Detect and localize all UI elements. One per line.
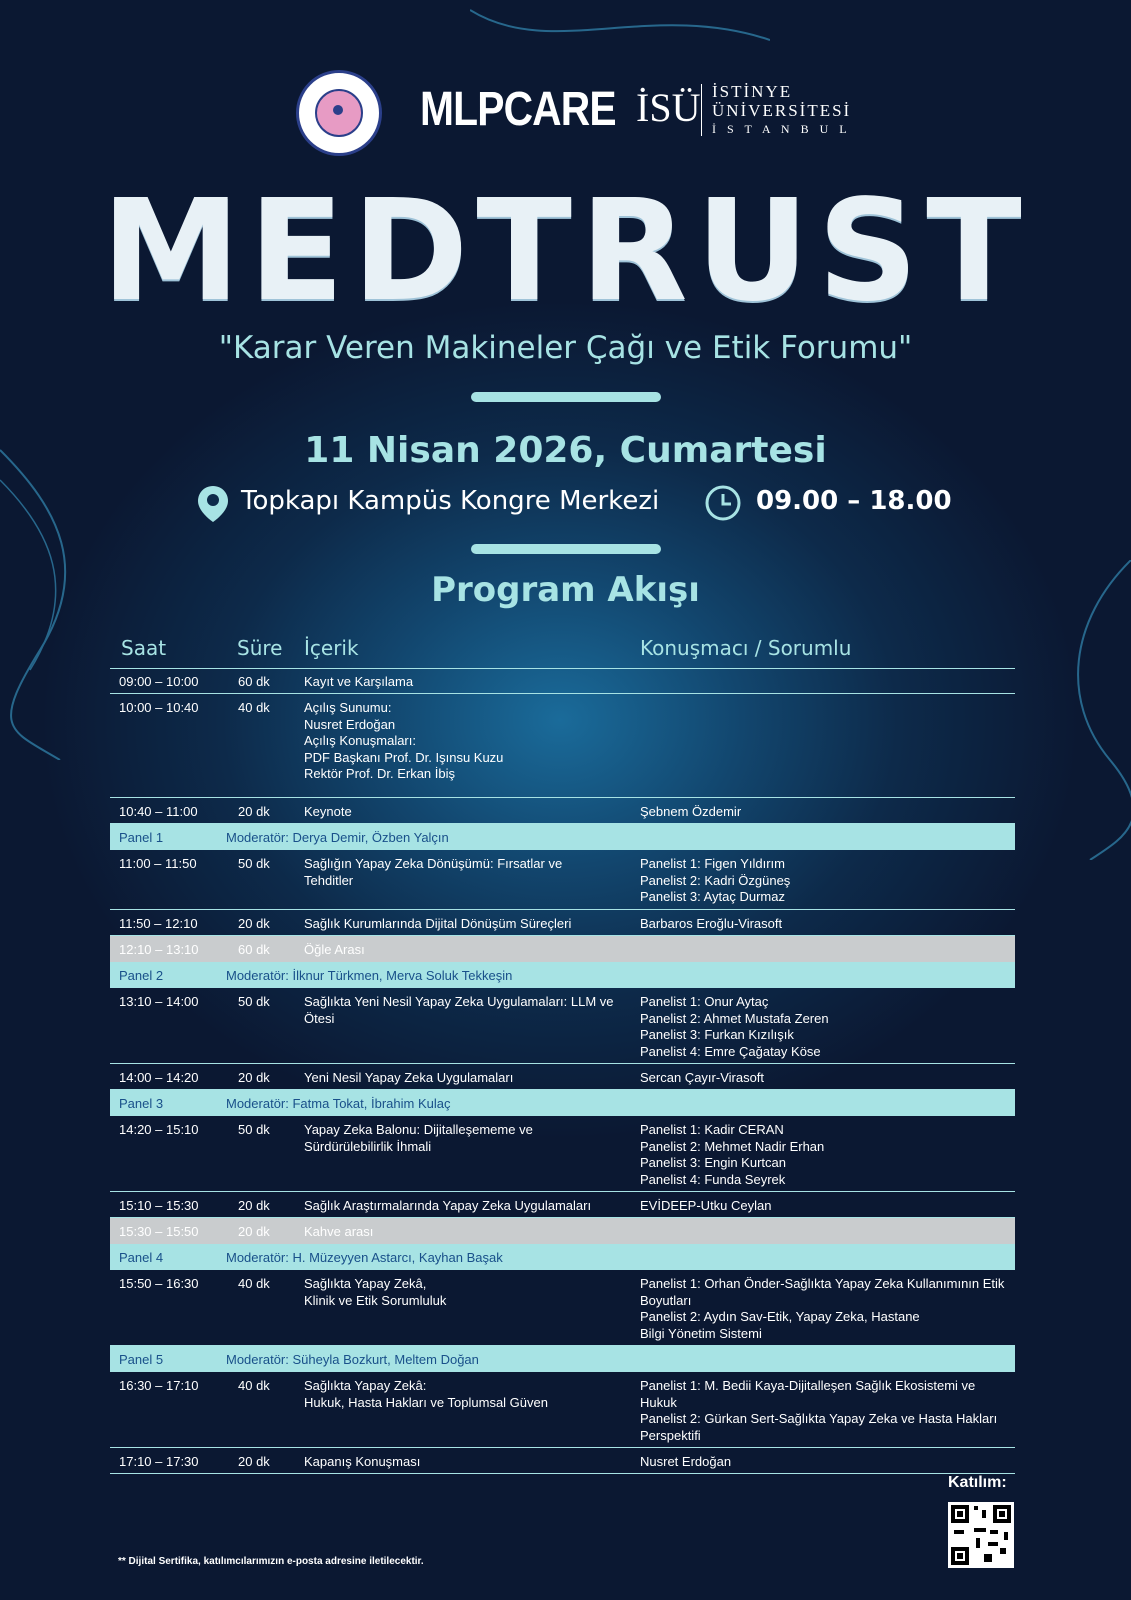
row-content: Sağlık Kurumlarında Dijital Dönüşüm Süreçleri [304, 916, 572, 931]
event-date: 11 Nisan 2026, Cumartesi [304, 430, 827, 471]
panel-row [110, 1346, 1015, 1372]
panel-moderator: Moderatör: Süheyla Bozkurt, Meltem Doğan [226, 1352, 479, 1367]
location-pin-icon [196, 484, 230, 524]
header-speaker: Konuşmacı / Sorumlu [640, 636, 852, 660]
table-row [110, 988, 1015, 1064]
header-duration: Süre [237, 636, 283, 660]
row-content: Öğle Arası [304, 942, 365, 957]
row-duration: 20 dk [238, 1454, 270, 1469]
isu-logo: İSÜ [636, 85, 701, 130]
panel-row [110, 962, 1015, 988]
row-speaker: Panelist 1: Kadir CERAN Panelist 2: Mehmet Nadir Erhan Panelist 3: Engin Kurtcan Panelist 4: Funda Seyrek [640, 1122, 825, 1187]
venue-time-row [0, 482, 1131, 522]
isu-name: İSTİNYE ÜNİVERSİTESİ İ S T A N B U L [712, 82, 852, 136]
row-content: Sağlığın Yapay Zeka Dönüşümü: Fırsatlar ve Tehditler [304, 856, 563, 888]
panel-label: Panel 1 [119, 830, 164, 845]
panel-moderator: Moderatör: İlknur Türkmen, Merva Soluk Tekkeşin [226, 968, 513, 983]
row-content: Açılış Sunumu: Nusret Erdoğan Açılış Konuşmaları: PDF Başkanı Prof. Dr. Işınsu Kuzu Rektör Prof. Dr. Erkan İbiş [304, 700, 504, 781]
footnote: ** Dijital Sertifika, katılımcılarımızın e-posta adresine iletilecektir. [118, 1556, 424, 1567]
program-title: Program Akışı [431, 570, 700, 610]
divider-top [471, 392, 661, 402]
row-speaker: Şebnem Özdemir [640, 804, 742, 819]
hours-text: 09.00 – 18.00 [756, 486, 952, 516]
row-time: 15:30 – 15:50 [119, 1224, 199, 1239]
table-row [110, 850, 1015, 910]
row-content: Sağlıkta Yeni Nesil Yapay Zeka Uygulamaları: LLM ve Ötesi [304, 994, 614, 1026]
row-duration: 50 dk [238, 1122, 270, 1137]
header-content: İçerik [304, 636, 359, 660]
table-row [110, 1448, 1015, 1474]
row-content: Sağlık Araştırmalarında Yapay Zeka Uygulamaları [304, 1198, 592, 1213]
row-time: 11:50 – 12:10 [119, 916, 198, 931]
isu-divider [701, 84, 702, 136]
row-speaker: Panelist 1: M. Bedii Kaya-Dijitalleşen Sağlık Ekosistemi ve Hukuk Panelist 2: Gürkan Sert-Sağlıkta Yapay Zeka ve Hasta Hakları Perspektifi [640, 1378, 998, 1443]
row-content: Yeni Nesil Yapay Zeka Uygulamaları [304, 1070, 514, 1085]
clock-icon [704, 484, 742, 522]
row-time: 12:10 – 13:10 [119, 942, 199, 957]
row-duration: 60 dk [238, 942, 270, 957]
table-row [110, 694, 1015, 798]
program-table [110, 668, 1015, 1474]
header-time: Saat [121, 636, 167, 660]
row-time: 10:00 – 10:40 [119, 700, 199, 715]
panel-row [110, 824, 1015, 850]
panel-moderator: Moderatör: Fatma Tokat, İbrahim Kulaç [226, 1096, 451, 1111]
table-row [110, 798, 1015, 824]
panel-row [110, 1244, 1015, 1270]
panel-label: Panel 2 [119, 968, 164, 983]
row-duration: 20 dk [238, 1198, 270, 1213]
row-duration: 20 dk [238, 804, 270, 819]
row-content: Yapay Zeka Balonu: Dijitalleşememe ve Sürdürülebilirlik İhmali [304, 1122, 533, 1154]
table-row [110, 1270, 1015, 1346]
row-duration: 20 dk [238, 1224, 270, 1239]
row-duration: 50 dk [238, 856, 270, 871]
event-subtitle: "Karar Veren Makineler Çağı ve Etik Forumu" [218, 330, 913, 366]
row-content: Kayıt ve Karşılama [304, 674, 414, 689]
table-header [110, 634, 1015, 669]
row-duration: 20 dk [238, 916, 270, 931]
row-speaker: Panelist 1: Onur Aytaç Panelist 2: Ahmet Mustafa Zeren Panelist 3: Furkan Kızılışık Panelist 4: Emre Çağatay Köse [640, 994, 829, 1059]
row-duration: 20 dk [238, 1070, 270, 1085]
row-speaker: Panelist 1: Figen Yıldırım Panelist 2: Kadri Özgüneş Panelist 3: Aytaç Durmaz [640, 856, 791, 904]
row-duration: 40 dk [238, 700, 270, 715]
table-row [110, 910, 1015, 936]
row-duration: 50 dk [238, 994, 270, 1009]
panel-label: Panel 3 [119, 1096, 164, 1111]
table-row [110, 1064, 1015, 1090]
table-row [110, 1116, 1015, 1192]
row-content: Sağlıkta Yapay Zekâ: Hukuk, Hasta Hakları ve Toplumsal Güven [304, 1378, 548, 1410]
panel-label: Panel 4 [119, 1250, 164, 1265]
event-title: MEDTRUST [101, 170, 1030, 333]
panel-moderator: Moderatör: Derya Demir, Özben Yalçın [226, 830, 449, 845]
logo-bar [0, 70, 1131, 150]
row-content: Kapanış Konuşması [304, 1454, 421, 1469]
row-content: Keynote [304, 804, 352, 819]
row-time: 15:50 – 16:30 [119, 1276, 199, 1291]
row-content: Kahve arası [304, 1224, 374, 1239]
row-speaker: Sercan Çayır-Virasoft [640, 1070, 765, 1085]
row-time: 13:10 – 14:00 [119, 994, 199, 1009]
row-time: 11:00 – 11:50 [119, 856, 197, 871]
wave-decoration-top [470, 0, 770, 70]
row-time: 15:10 – 15:30 [119, 1198, 199, 1213]
table-row [110, 1372, 1015, 1448]
divider-bottom [471, 544, 661, 554]
table-row [110, 1192, 1015, 1218]
panel-row [110, 1090, 1015, 1116]
row-speaker: Nusret Erdoğan [640, 1454, 732, 1469]
panel-moderator: Moderatör: H. Müzeyyen Astarcı, Kayhan Başak [226, 1250, 503, 1265]
pathology-federation-logo [296, 70, 382, 156]
join-label: Katılım: [948, 1474, 1007, 1491]
row-duration: 60 dk [238, 674, 270, 689]
row-speaker: Barbaros Eroğlu-Virasoft [640, 916, 783, 931]
row-duration: 40 dk [238, 1276, 270, 1291]
row-time: 09:00 – 10:00 [119, 674, 199, 689]
row-speaker: EVİDEEP-Utku Ceylan [640, 1198, 772, 1213]
venue-text: Topkapı Kampüs Kongre Merkezi [241, 486, 660, 516]
row-time: 14:00 – 14:20 [119, 1070, 199, 1085]
break-row [110, 1218, 1015, 1244]
row-content: Sağlıkta Yapay Zekâ, Klinik ve Etik Sorumluluk [304, 1276, 447, 1308]
row-speaker: Panelist 1: Orhan Önder-Sağlıkta Yapay Zeka Kullanımının Etik Boyutları Panelist 2: Aydın Sav-Etik, Yapay Zeka, Hastane Bilgi Yönetim Sistemi [640, 1276, 1005, 1341]
panel-label: Panel 5 [119, 1352, 164, 1367]
row-time: 14:20 – 15:10 [119, 1122, 199, 1137]
table-row [110, 668, 1015, 694]
qr-code-icon[interactable] [948, 1502, 1014, 1568]
row-time: 16:30 – 17:10 [119, 1378, 199, 1393]
break-row [110, 936, 1015, 962]
mlpcare-logo: MLPCARE [420, 83, 616, 136]
row-duration: 40 dk [238, 1378, 270, 1393]
row-time: 17:10 – 17:30 [119, 1454, 199, 1469]
row-time: 10:40 – 11:00 [119, 804, 198, 819]
